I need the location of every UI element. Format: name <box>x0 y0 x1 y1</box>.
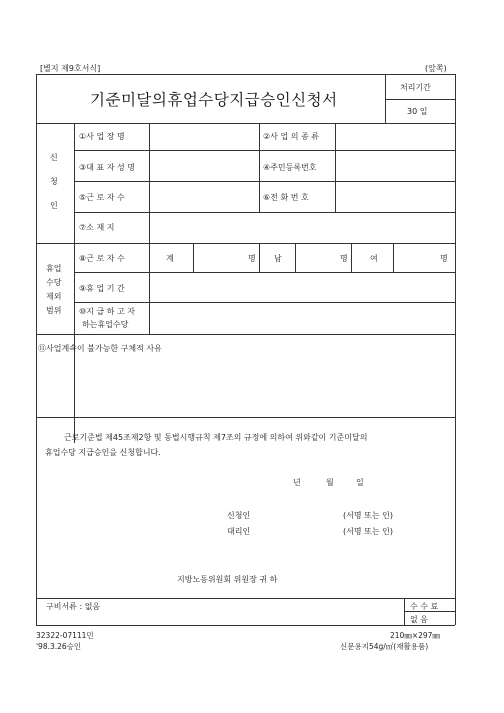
applicant-char-2: 청 <box>50 177 58 186</box>
label-resident-no: ④주민등록번호 <box>263 163 317 172</box>
label-business-type: ②사 업 의 종 류 <box>263 132 319 141</box>
recipient: 지방노동위원회 위원장 귀 하 <box>177 575 278 584</box>
suspension-label-3: 제외 <box>46 292 62 301</box>
paper-type: 신문용지54g/㎡(재활용품) <box>340 642 429 651</box>
applicant-sign-label: 신청인 <box>227 511 251 520</box>
label-address: ⑦소 재 지 <box>79 223 115 232</box>
workers-field[interactable] <box>150 182 258 211</box>
approval-date: '98.3.26승인 <box>36 642 82 651</box>
applicant-sign-field[interactable]: (서명 또는 인) <box>343 511 393 520</box>
label-payment-1: ⑩지 급 하 고 자 <box>79 307 135 316</box>
reason-field[interactable] <box>37 356 454 416</box>
label-representative: ③대 표 자 성 명 <box>79 163 135 172</box>
payment-field[interactable] <box>150 303 454 333</box>
resident-no-field[interactable] <box>336 151 454 180</box>
unit-male: 명 <box>340 254 348 263</box>
label-suspension-workers: ⑧근 로 자 수 <box>79 254 125 263</box>
label-female: 여 <box>370 254 378 263</box>
label-workers: ⑤근 로 자 수 <box>79 193 125 202</box>
applicant-char-3: 인 <box>50 201 58 210</box>
agent-sign-field[interactable]: (서명 또는 인) <box>343 527 393 536</box>
business-name-field[interactable] <box>150 124 258 149</box>
form-number: [별지 제9호서식] <box>40 64 101 73</box>
attachments-label: 구비서류 : 없음 <box>46 602 101 611</box>
processing-period-value: 30 일 <box>407 107 428 116</box>
suspension-label-1: 휴업 <box>46 264 62 273</box>
form-title: 기준미달의휴업수당지급승인신청서 <box>90 91 338 109</box>
applicant-char-1: 신 <box>50 153 58 162</box>
fee-value: 없 음 <box>410 615 428 624</box>
page-side-label: (앞쪽) <box>425 64 447 73</box>
business-type-field[interactable] <box>336 124 454 149</box>
address-field[interactable] <box>150 213 454 242</box>
unit-total: 명 <box>248 254 256 263</box>
label-total: 계 <box>166 254 174 263</box>
form-code: 32322-07111민 <box>36 631 94 640</box>
representative-field[interactable] <box>150 151 258 180</box>
date-day: 일 <box>356 478 364 487</box>
label-reason: ⑪사업계속이 불가능한 구체적 사유 <box>38 344 162 353</box>
statement-line-1: 근로기준법 제45조제2항 및 동법시행규칙 제7조의 규정에 의하여 위와같이 기준미달의 <box>64 433 368 442</box>
label-male: 남 <box>274 254 282 263</box>
label-period: ⑨휴 업 기 간 <box>79 284 125 293</box>
suspension-label-4: 범위 <box>46 306 62 315</box>
date-month: 월 <box>326 478 334 487</box>
fee-label: 수 수 료 <box>410 602 439 611</box>
agent-sign-label: 대리인 <box>227 527 251 536</box>
label-payment-2: 하는휴업수당 <box>82 320 129 329</box>
period-field[interactable] <box>150 273 454 301</box>
date-year: 년 <box>293 478 301 487</box>
suspension-label-2: 수당 <box>46 278 62 287</box>
paper-size: 210㎜×297㎜ <box>390 631 440 640</box>
label-phone: ⑥전 화 번 호 <box>263 193 309 202</box>
label-business-name: ①사 업 장 명 <box>79 132 125 141</box>
unit-female: 명 <box>440 254 448 263</box>
statement-line-2: 휴업수당 지급승인을 신청합니다. <box>45 448 161 457</box>
phone-field[interactable] <box>336 182 454 211</box>
processing-period-label: 처리기간 <box>400 83 431 92</box>
